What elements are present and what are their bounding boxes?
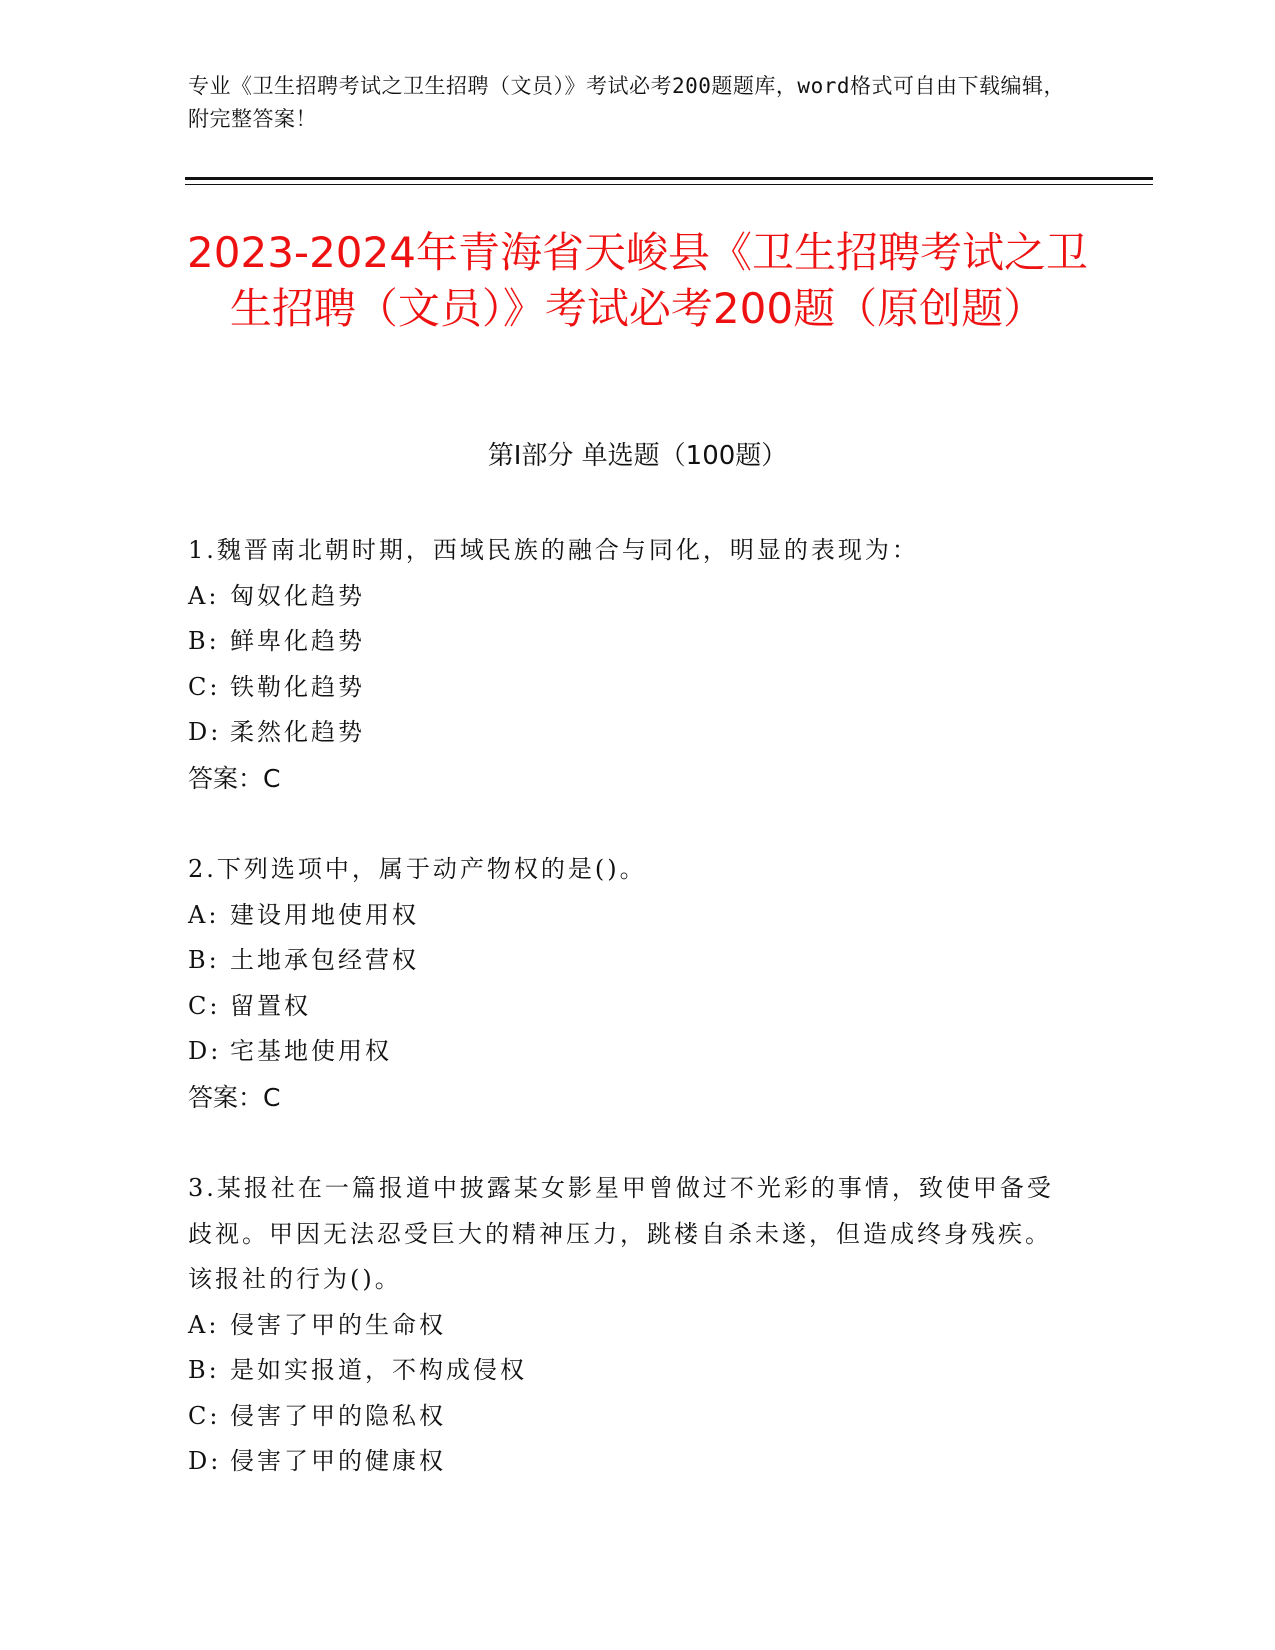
option-text: 侵害了甲的生命权 [230,1310,446,1339]
option-text: 鲜卑化趋势 [230,627,365,655]
option-text: 留置权 [230,991,311,1020]
option-text: 柔然化趋势 [230,718,365,746]
section-heading: 第I部分 单选题（100题） [487,441,788,471]
option-key: B: [188,627,220,655]
option-key: C: [188,1401,221,1430]
question-text: 3.某报社在一篇报道中披露某女影星甲曾做过不光彩的事情，致使甲备受歧视。甲因无法忍受巨大的精神压力，跳楼自杀未遂，但造成终身残疾。该报社的行为()。 [188,1174,1054,1293]
option-text: 宅基地使用权 [230,1037,392,1065]
option-key: B: [188,1356,220,1384]
option-text: 是如实报道，不构成侵权 [230,1356,527,1384]
option-key: C: [188,672,221,701]
option-text: 土地承包经营权 [230,946,419,974]
option-c [188,665,1068,711]
header-divider-thick [185,177,1153,180]
option-key: B: [188,946,220,974]
question-text: 2.下列选项中，属于动产物权的是()。 [188,855,647,883]
option-text: 铁勒化趋势 [230,672,365,701]
option-text: 匈奴化趋势 [230,581,365,610]
header-note: 专业《卫生招聘考试之卫生招聘（文员）》考试必考200题题库，word格式可自由下载编辑，附完整答案！ [188,74,1065,131]
option-b [188,619,1068,665]
option-key: D: [188,1037,222,1065]
option-d [188,1029,1068,1075]
question-2 [188,847,1068,1120]
option-a [188,1303,1068,1349]
option-key: A: [188,1310,220,1339]
option-key: A: [188,900,220,929]
option-key: A: [188,581,220,610]
answer-line: 答案：C [188,1082,281,1112]
option-a [188,893,1068,939]
option-text: 侵害了甲的隐私权 [230,1401,446,1430]
question-list [188,528,1068,1531]
header-divider-thin [185,184,1153,185]
option-key: D: [188,1447,222,1475]
answer-line: 答案：C [188,763,281,793]
option-text: 侵害了甲的健康权 [230,1447,446,1475]
option-d [188,710,1068,756]
option-d [188,1439,1068,1485]
option-b [188,1348,1068,1394]
document-title: 2023-2024年青海省天峻县《卫生招聘考试之卫生招聘（文员）》考试必考200题（原创题） [187,228,1088,333]
question-3 [188,1166,1068,1485]
question-text: 1.魏晋南北朝时期，西域民族的融合与同化，明显的表现为： [188,536,919,564]
option-key: C: [188,991,221,1020]
option-text: 建设用地使用权 [230,900,419,929]
option-a [188,574,1068,620]
option-c [188,1394,1068,1440]
option-key: D: [188,718,222,746]
option-c [188,984,1068,1030]
option-b [188,938,1068,984]
question-1 [188,528,1068,801]
